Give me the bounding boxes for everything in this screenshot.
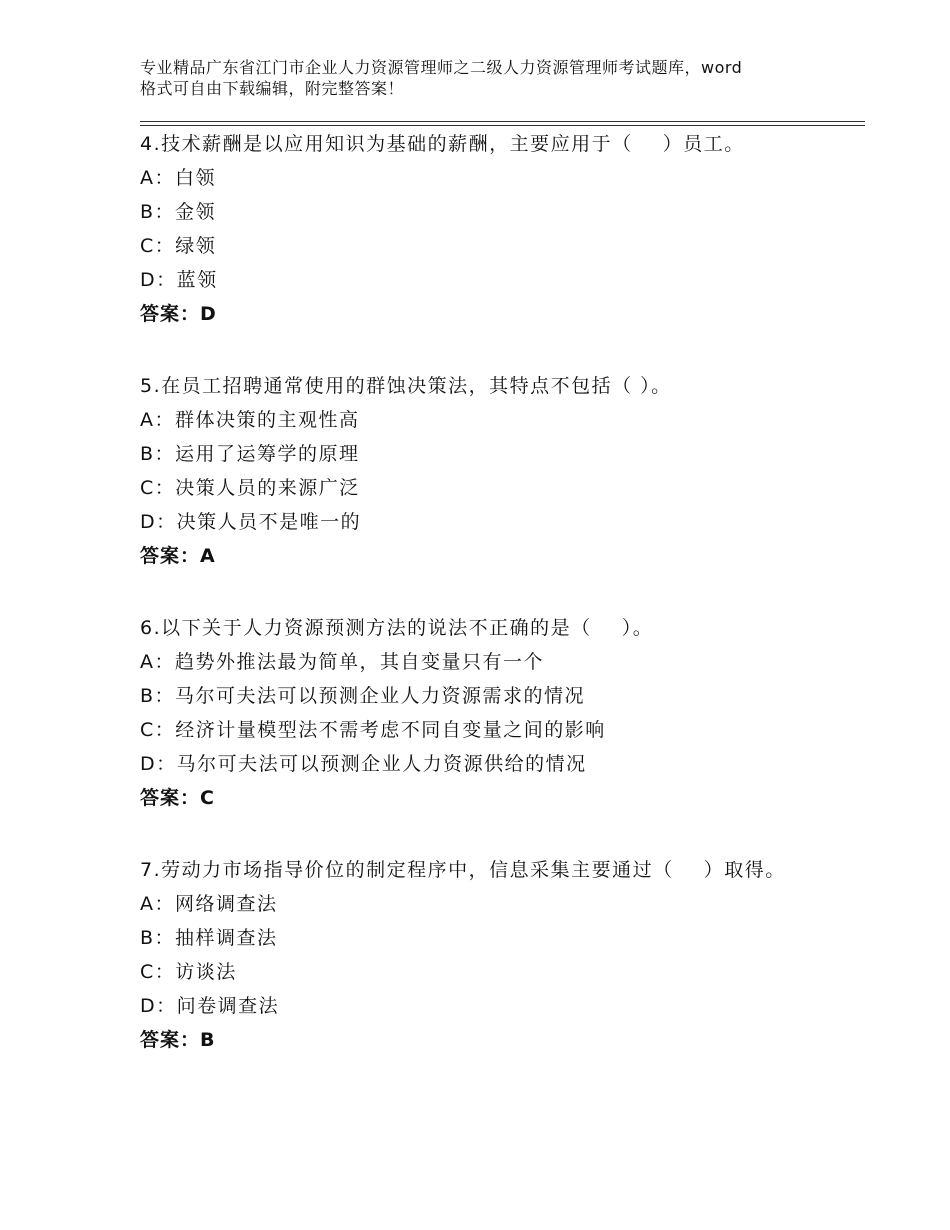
option-a: A：白领 (140, 167, 216, 189)
question-5 (140, 369, 830, 573)
answer-value: C (200, 787, 215, 809)
option-a: A：群体决策的主观性高 (140, 409, 360, 431)
question-stem: 4.技术薪酬是以应用知识为基础的薪酬，主要应用于（ ）员工。 (140, 133, 745, 155)
option-c: C：绿领 (140, 235, 217, 257)
question-6 (140, 611, 830, 815)
option-b: B：运用了运筹学的原理 (140, 443, 360, 465)
option-a: A：网络调查法 (140, 893, 278, 915)
question-4 (140, 127, 830, 331)
option-d: D：决策人员不是唯一的 (140, 511, 362, 533)
option-b: B：金领 (140, 201, 217, 223)
answer-label: 答案： (140, 545, 201, 567)
answer-label: 答案： (140, 303, 201, 325)
option-c: C：决策人员的来源广泛 (140, 477, 360, 499)
question-stem: 6.以下关于人力资源预测方法的说法不正确的是（ ）。 (140, 617, 654, 639)
answer (140, 1023, 830, 1057)
header-line-2: 格式可自由下载编辑，附完整答案！ (140, 79, 405, 98)
option-d: D：马尔可夫法可以预测企业人力资源供给的情况 (140, 753, 587, 775)
answer (140, 781, 830, 815)
header-divider (140, 121, 865, 126)
answer-value: B (200, 1029, 216, 1051)
document-header (140, 57, 830, 99)
option-c: C：访谈法 (140, 961, 237, 983)
option-b: B：抽样调查法 (140, 927, 278, 949)
question-stem: 7.劳动力市场指导价位的制定程序中，信息采集主要通过（ ）取得。 (140, 859, 786, 881)
question-stem: 5.在员工招聘通常使用的群蚀决策法，其特点不包括（ ）。 (140, 375, 672, 397)
option-c: C：经济计量模型法不需考虑不同自变量之间的影响 (140, 719, 606, 741)
option-d: D：问卷调查法 (140, 995, 280, 1017)
header-line-1: 专业精品广东省江门市企业人力资源管理师之二级人力资源管理师考试题库，word (140, 58, 743, 77)
option-b: B：马尔可夫法可以预测企业人力资源需求的情况 (140, 685, 586, 707)
answer-label: 答案： (140, 787, 201, 809)
answer-value: A (200, 545, 216, 567)
option-a: A：趋势外推法最为简单，其自变量只有一个 (140, 651, 544, 673)
option-d: D：蓝领 (140, 269, 218, 291)
answer (140, 539, 830, 573)
question-list (140, 127, 830, 1095)
question-7 (140, 853, 830, 1057)
answer-value: D (200, 303, 217, 325)
answer (140, 297, 830, 331)
answer-label: 答案： (140, 1029, 201, 1051)
